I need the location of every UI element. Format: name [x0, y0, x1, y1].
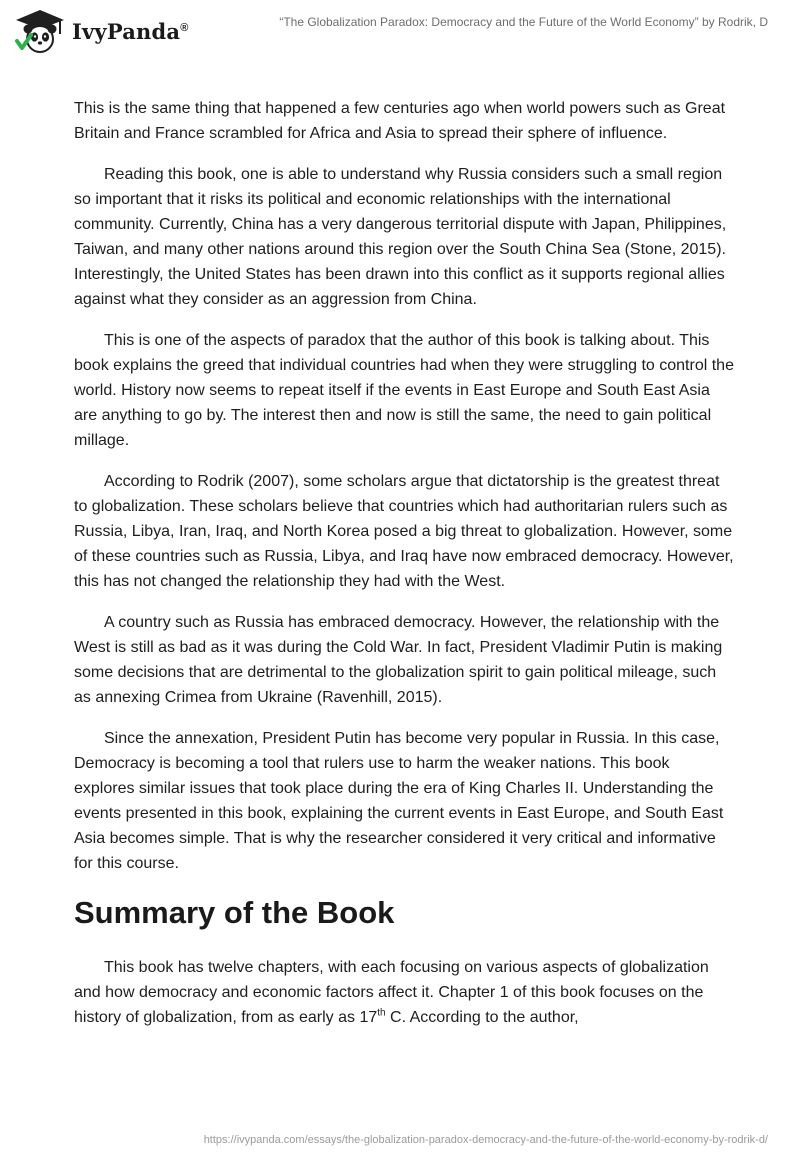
paragraph: This is one of the aspects of paradox that the author of this book is talking about. This book explains the greed that individual countries had when they were struggling to control the world. History now seems to repeat itself if the events in East Europe and South East Asia are anything to go by. The interest then and now is still the same, the need to gain political millage. [74, 332, 734, 449]
logo[interactable] [14, 8, 189, 54]
source-url[interactable]: https://ivypanda.com/essays/the-globalization-paradox-democracy-and-the-future-of-the-world-economy-by-rodrik-d/ [203, 1134, 768, 1146]
paragraph: According to Rodrik (2007), some scholars argue that dictatorship is the greatest threat to globalization. These scholars believe that countries which had authoritarian rulers such as Russia, Libya, Iran, Iraq, and North Korea posed a big threat to globalization. However, some of these countries such as Russia, Libya, and Iraq have now embraced democracy. However, this has not changed the relationship they had with the West. [74, 473, 734, 590]
paragraph: Reading this book, one is able to understand why Russia considers such a small region so important that it risks its political and economic relationships with the international community. Currently, China has a very dangerous territorial dispute with Japan, Philippines, Taiwan, and many other nations around this region over the South China Sea (Stone, 2015). Interestingly, the United States has been drawn into this conflict as it supports regional allies against what they consider as an aggression from China. [74, 166, 727, 308]
paragraph: This is the same thing that happened a few centuries ago when world powers such as Great Britain and France scrambled for Africa and Asia to spread their sphere of influence. [74, 100, 726, 142]
panda-graduate-icon [14, 8, 66, 54]
paragraph: Since the annexation, President Putin has become very popular in Russia. In this case, Democracy is becoming a tool that rulers use to harm the weaker nations. This book explores similar issues that took place during the era of King Charles II. Understanding the events presented in this book, explaining the current events in East Europe, and South East Asia becomes simple. That is why the researcher considered it very critical and informative for this course. [74, 730, 724, 872]
essay-body [74, 96, 734, 1046]
paragraph: A country such as Russia has embraced democracy. However, the relationship with the West is still as bad as it was during the Cold War. In fact, President Vladimir Putin is making some decisions that are detrimental to the globalization spirit to gain political mileage, such as annexing Crimea from Ukraine (Ravenhill, 2015). [74, 614, 723, 706]
page-header [0, 0, 800, 66]
section-heading: Summary of the Book [74, 895, 395, 930]
paragraph: This book has twelve chapters, with each focusing on various aspects of globalization and how democracy and economic factors affect it. Chapter 1 of this book focuses on the history of globalization, from as early as 17th C. According to the author, [74, 959, 709, 1026]
document-title: “The Globalization Paradox: Democracy and the Future of the World Economy” by Rodrik, D [279, 15, 768, 29]
brand-name: IvyPanda® [72, 18, 189, 44]
